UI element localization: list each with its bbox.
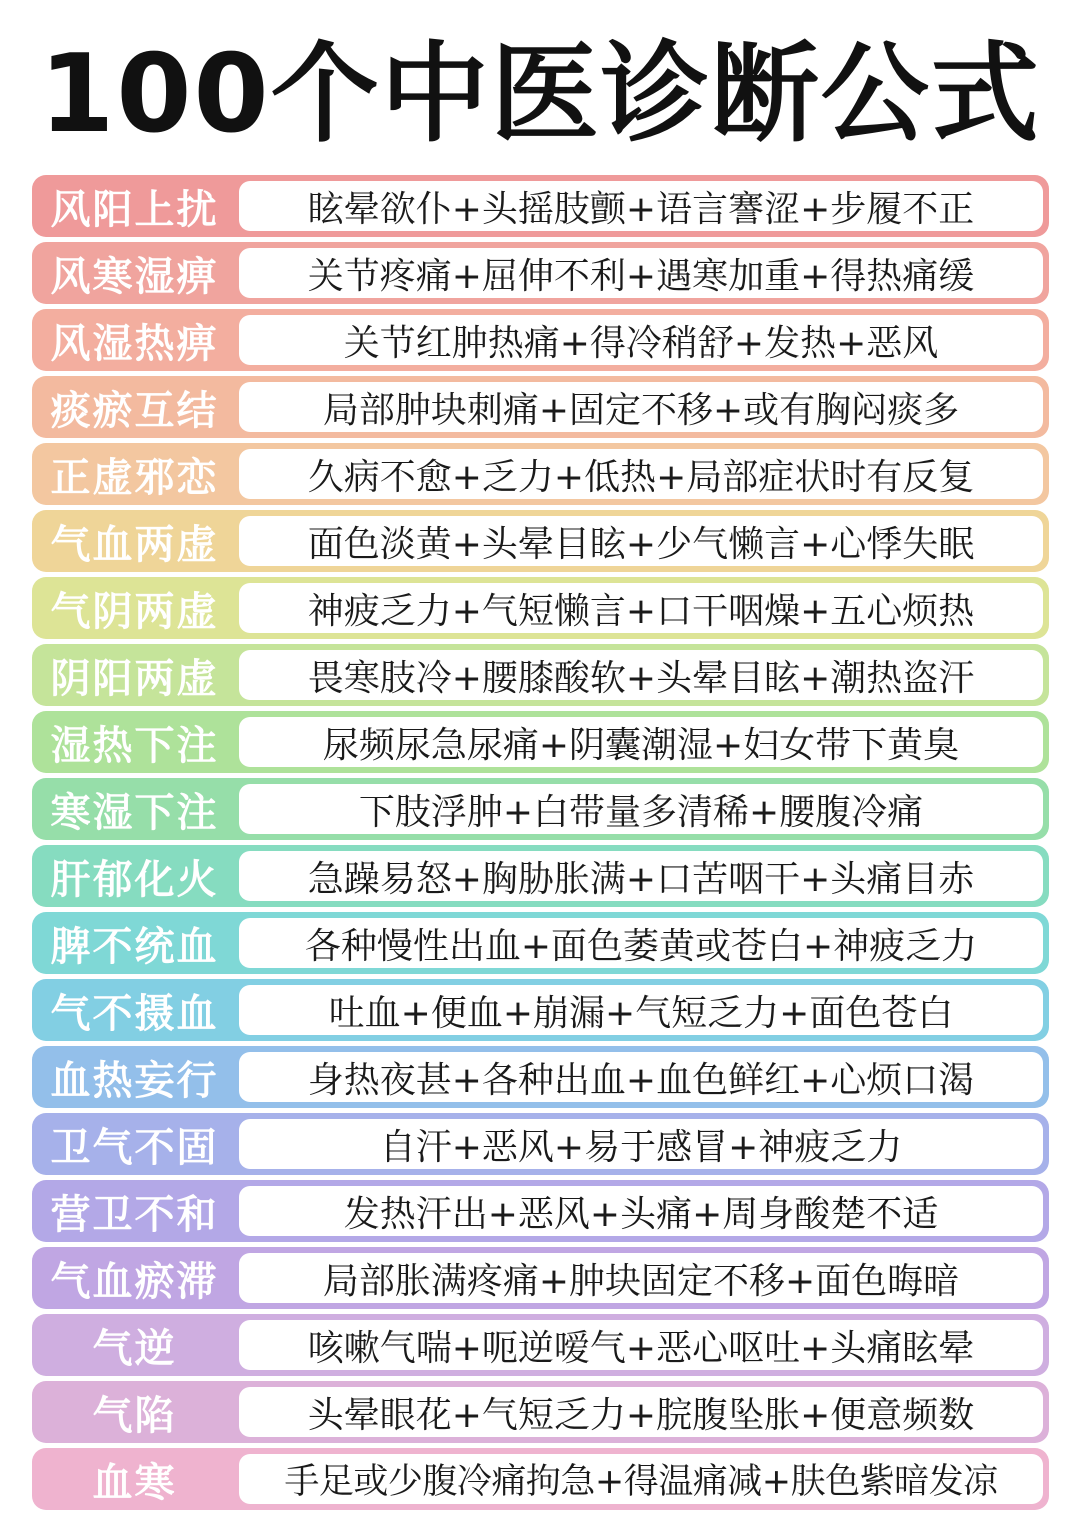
formula-row (32, 309, 1049, 371)
syndrome-label: 气逆 (92, 1325, 177, 1372)
formula-row (32, 577, 1049, 639)
formula-text: 尿频尿急尿痛+阴囊潮湿+妇女带下黄臭 (239, 717, 1043, 767)
syndrome-label: 阴阳两虚 (50, 655, 219, 702)
syndrome-label: 肝郁化火 (50, 856, 219, 903)
syndrome-label: 正虚邪恋 (50, 454, 219, 501)
formula-row (32, 175, 1049, 237)
formula-text: 面色淡黄+头晕目眩+少气懒言+心悸失眠 (239, 516, 1043, 566)
formula-text: 关节疼痛+屈伸不利+遇寒加重+得热痛缓 (239, 248, 1043, 298)
syndrome-label: 气血两虚 (50, 521, 219, 568)
formula-row (32, 979, 1049, 1041)
syndrome-label: 风湿热痹 (50, 320, 219, 367)
syndrome-label: 血热妄行 (50, 1057, 219, 1104)
syndrome-label: 气血瘀滞 (50, 1258, 219, 1305)
formula-text: 各种慢性出血+面色萎黄或苍白+神疲乏力 (239, 918, 1043, 968)
syndrome-label: 寒湿下注 (50, 789, 219, 836)
formula-text: 下肢浮肿+白带量多清稀+腰腹冷痛 (239, 784, 1043, 834)
formula-row (32, 443, 1049, 505)
formula-text: 手足或少腹冷痛拘急+得温痛减+肤色紫暗发凉 (239, 1454, 1043, 1504)
formula-text: 发热汗出+恶风+头痛+周身酸楚不适 (239, 1186, 1043, 1236)
formula-text: 畏寒肢冷+腰膝酸软+头晕目眩+潮热盗汗 (239, 650, 1043, 700)
formula-text: 局部肿块刺痛+固定不移+或有胸闷痰多 (239, 382, 1043, 432)
syndrome-label: 气不摄血 (50, 990, 219, 1037)
syndrome-label: 气陷 (92, 1392, 177, 1439)
formula-row (32, 1180, 1049, 1242)
formula-row (32, 242, 1049, 304)
formula-row (32, 1247, 1049, 1309)
formula-text: 久病不愈+乏力+低热+局部症状时有反复 (239, 449, 1043, 499)
formula-text: 急躁易怒+胸胁胀满+口苦咽干+头痛目赤 (239, 851, 1043, 901)
syndrome-label: 营卫不和 (50, 1191, 219, 1238)
formula-text: 咳嗽气喘+呃逆嗳气+恶心呕吐+头痛眩晕 (239, 1320, 1043, 1370)
syndrome-label: 湿热下注 (50, 722, 219, 769)
formula-text: 局部胀满疼痛+肿块固定不移+面色晦暗 (239, 1253, 1043, 1303)
formula-row (32, 845, 1049, 907)
formula-text: 眩晕欲仆+头摇肢颤+语言謇涩+步履不正 (239, 181, 1043, 231)
formula-row (32, 711, 1049, 773)
formula-row (32, 644, 1049, 706)
syndrome-label: 血寒 (92, 1459, 177, 1506)
formula-list (32, 175, 1049, 1515)
formula-row (32, 376, 1049, 438)
formula-row (32, 1448, 1049, 1510)
syndrome-label: 卫气不固 (50, 1124, 219, 1171)
formula-text: 身热夜甚+各种出血+血色鲜红+心烦口渴 (239, 1052, 1043, 1102)
formula-row (32, 1113, 1049, 1175)
formula-text: 关节红肿热痛+得冷稍舒+发热+恶风 (239, 315, 1043, 365)
formula-row (32, 1381, 1049, 1443)
formula-row (32, 912, 1049, 974)
syndrome-label: 风寒湿痹 (50, 253, 219, 300)
formula-text: 吐血+便血+崩漏+气短乏力+面色苍白 (239, 985, 1043, 1035)
formula-text: 头晕眼花+气短乏力+脘腹坠胀+便意频数 (239, 1387, 1043, 1437)
formula-row (32, 778, 1049, 840)
formula-text: 神疲乏力+气短懒言+口干咽燥+五心烦热 (239, 583, 1043, 633)
syndrome-label: 风阳上扰 (50, 186, 219, 233)
formula-text: 自汗+恶风+易于感冒+神疲乏力 (239, 1119, 1043, 1169)
page-title: 100个中医诊断公式 (39, 32, 1041, 157)
formula-row (32, 510, 1049, 572)
formula-row (32, 1314, 1049, 1376)
syndrome-label: 脾不统血 (50, 923, 219, 970)
formula-row (32, 1046, 1049, 1108)
syndrome-label: 气阴两虚 (50, 588, 219, 635)
syndrome-label: 痰瘀互结 (50, 387, 219, 434)
